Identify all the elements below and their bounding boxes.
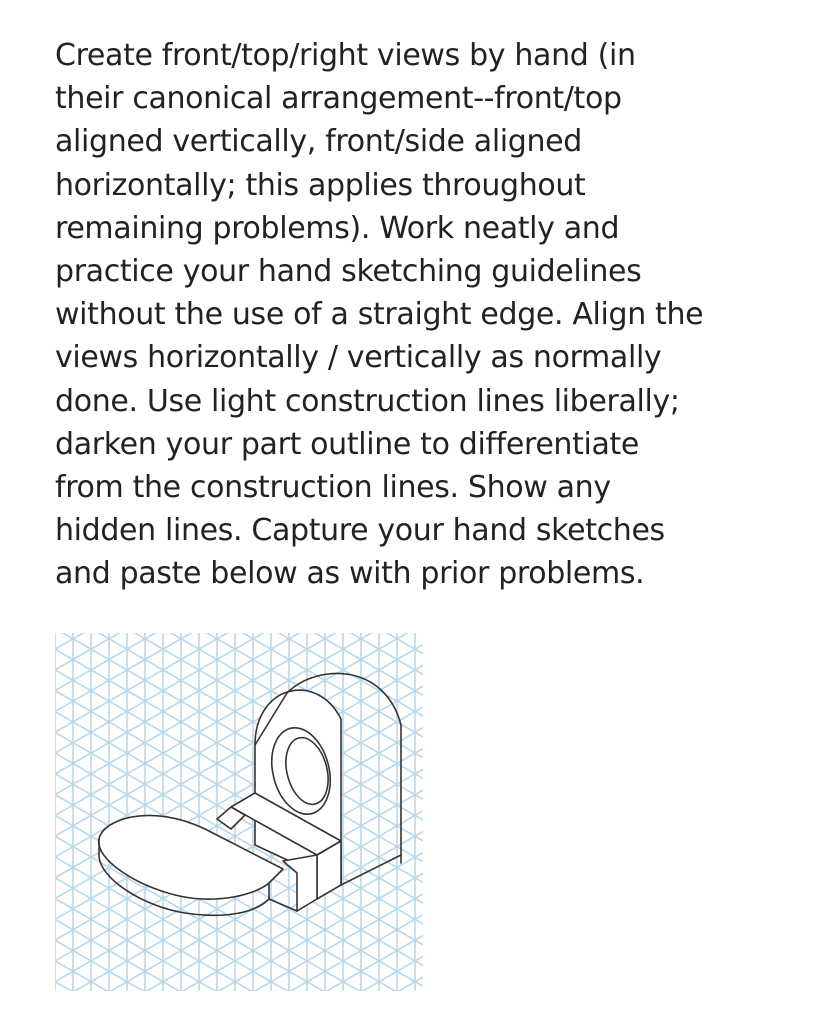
problem-line: hidden lines. Capture your hand sketches	[55, 513, 665, 549]
problem-line: aligned vertically, front/side aligned	[55, 124, 582, 160]
problem-line: views horizontally / vertically as normally	[55, 340, 662, 376]
grid-line	[55, 633, 423, 774]
grid-line	[55, 633, 423, 691]
grid-line	[55, 956, 423, 991]
isometric-sketch	[55, 633, 423, 991]
front-tab-edge	[269, 899, 297, 911]
problem-line: done. Use light construction lines liberally;	[55, 383, 680, 419]
problem-line: horizontally; this applies throughout	[55, 167, 586, 203]
problem-line: Create front/top/right views by hand (in	[55, 38, 636, 73]
problem-line: darken your part outline to differentiate	[55, 426, 640, 462]
problem-statement	[55, 34, 785, 596]
part-outline	[99, 673, 401, 915]
isometric-part-figure	[55, 633, 423, 991]
problem-line: from the construction lines. Show any	[55, 470, 611, 506]
problem-line: their canonical arrangement--front/top	[55, 81, 622, 117]
problem-line: without the use of a straight edge. Align the	[55, 297, 704, 333]
grid-line	[55, 633, 423, 716]
problem-line: and paste below as with prior problems.	[55, 556, 645, 592]
base-front-block	[283, 855, 317, 911]
problem-line: remaining problems). Work neatly and	[55, 210, 620, 246]
problem-line: practice your hand sketching guidelines	[55, 254, 642, 290]
